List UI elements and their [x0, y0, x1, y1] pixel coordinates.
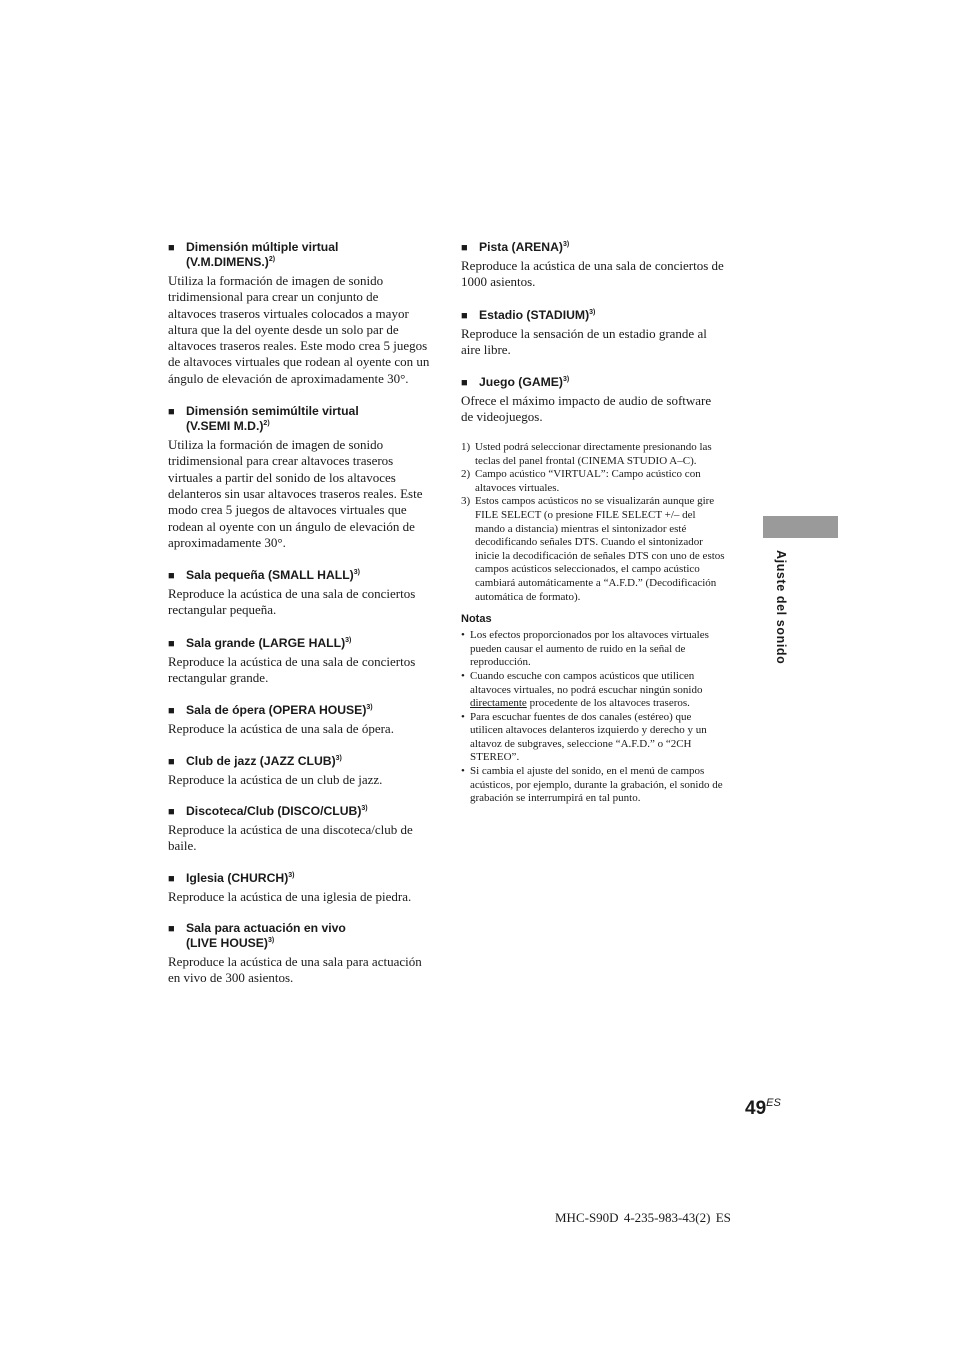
section-text: Ofrece el máximo impacto de audio de software de videojuegos.: [461, 393, 712, 425]
square-bullet-icon: ■: [461, 377, 468, 390]
section-stadium: [461, 308, 726, 359]
square-bullet-icon: ■: [168, 922, 175, 935]
square-bullet-icon: ■: [168, 755, 175, 768]
section-heading: ■ Dimensión semimúltile virtual (V.SEMI M.D.)$^{2)}$: [168, 404, 359, 434]
section-disco-club: [168, 804, 430, 855]
footnotes-block: [461, 441, 726, 806]
square-bullet-icon: ■: [461, 242, 468, 254]
section-text: Reproduce la acústica de una discoteca/club de baile.: [168, 821, 413, 854]
section-opera-house: [168, 703, 430, 737]
square-bullet-icon: ■: [168, 570, 175, 583]
document-footer: MHC-S90D 4-235-983-43(2) ES: [555, 1210, 731, 1225]
section-church: [168, 871, 430, 905]
footnote: 2) Campo acústico “VIRTUAL”: Campo acústico con altavoces virtuales.: [461, 468, 701, 494]
left-column: [168, 240, 430, 986]
section-heading: ■ Club de jazz (JAZZ CLUB)$^{3)}$: [168, 753, 342, 768]
section-small-hall: [168, 568, 430, 619]
section-text: Reproduce la acústica de una sala de ópera.: [168, 721, 394, 737]
section-text: Reproduce la acústica de una sala de conciertos rectangular pequeña.: [168, 586, 416, 618]
section-text: Utiliza la formación de imagen de sonido tridimensional para crear altavoces traseros virtuales a partir del sonido de los altavoces delanteros sin usar altavoces traseros reales. Este modo crea 5 juegos de altavoces virtuales que rodean al oyente con un ángulo de elevación de aproximadamente 30°.: [168, 437, 423, 550]
section-large-hall: [168, 636, 430, 687]
section-text: Reproduce la acústica de una iglesia de piedra.: [168, 888, 412, 904]
section-text: Utiliza la formación de imagen de sonido tridimensional para crear un conjunto de altavoces traseros virtuales colocados a mayor altura que la del oyente desde un solo par de altavoces traseros reales. Este modo crea 5 juegos de altavoces virtuales que rodean al oyente con un ángulo de elevación de aproximadamente 30°.: [168, 273, 430, 386]
section-jazz-club: [168, 754, 430, 788]
section-heading: ■ Sala para actuación en vivo (LIVE HOUSE)$^{3)}$: [168, 920, 346, 950]
note-item: • Cuando escuche con campos acústicos que utilicen altavoces virtuales, no podrá escuchar ningún sonido directamente procedente de los altavoces traseros.: [461, 669, 703, 710]
section-tab-marker: [763, 516, 838, 538]
square-bullet-icon: ■: [168, 805, 175, 818]
section-heading: ■ Sala pequeña (SMALL HALL)$^{3)}$: [168, 568, 360, 583]
language-suffix: ES: [766, 1097, 781, 1109]
note-item: • Si cambia el ajuste del sonido, en el menú de campos acústicos, por ejemplo, durante la grabación, el sonido de grabación se interrumpirá en tal punto.: [461, 765, 723, 805]
section-arena: [461, 240, 726, 291]
section-heading: ■ Pista (ARENA)$^{3)}$: [461, 240, 570, 254]
section-heading: ■ Iglesia (CHURCH)$^{3)}$: [168, 870, 295, 885]
section-text: Reproduce la acústica de una sala de conciertos rectangular grande.: [168, 653, 416, 686]
section-vm-dimens: [168, 240, 430, 387]
section-heading: ■ Sala de ópera (OPERA HOUSE)$^{3)}$: [168, 703, 373, 718]
bullet-dot-icon: •: [461, 629, 465, 642]
square-bullet-icon: ■: [168, 406, 175, 419]
note-item: • Para escuchar fuentes de dos canales (estéreo) que utilicen altavoces delanteros izquierdo y derecho y un altavoz de subgraves, seleccione “A.F.D.” o “2CH STEREO”.: [461, 710, 707, 764]
section-live-house: [168, 921, 430, 987]
bullet-dot-icon: •: [461, 669, 465, 682]
section-text: Reproduce la acústica de una sala de conciertos de 1000 asientos.: [461, 258, 724, 290]
section-heading: ■ Dimensión múltiple virtual (V.M.DIMENS.)$^{2)}$: [168, 240, 339, 269]
section-heading: ■ Estadio (STADIUM)$^{3)}$: [461, 307, 596, 322]
square-bullet-icon: ■: [168, 242, 175, 254]
square-bullet-icon: ■: [168, 637, 175, 650]
square-bullet-icon: ■: [168, 705, 175, 718]
notes-heading: Notas: [461, 613, 492, 626]
section-side-label: Ajuste del sonido: [774, 550, 788, 665]
footnote: 1) Usted podrá seleccionar directamente presionando las teclas del panel frontal (CINEMA STUDIO A–C).: [461, 441, 712, 467]
square-bullet-icon: ■: [168, 872, 175, 885]
section-heading: ■ Juego (GAME)$^{3)}$: [461, 375, 570, 390]
right-column: [461, 240, 726, 426]
section-game: [461, 375, 726, 426]
section-vsemi-md: [168, 404, 430, 551]
section-heading: ■ Sala grande (LARGE HALL)$^{3)}$: [168, 635, 352, 650]
square-bullet-icon: ■: [461, 309, 468, 322]
section-text: Reproduce la acústica de un club de jazz.: [168, 771, 383, 787]
section-text: Reproduce la acústica de una sala para actuación en vivo de 300 asientos.: [168, 953, 422, 986]
section-text: Reproduce la sensación de un estadio grande al aire libre.: [461, 325, 707, 357]
note-item: • Los efectos proporcionados por los altavoces virtuales pueden causar el aumento de ruido en la señal de reproducción.: [461, 629, 709, 669]
bullet-dot-icon: •: [461, 765, 465, 778]
page-number: $49^{ES}$: [745, 1097, 781, 1119]
footnote: 3) Estos campos acústicos no se visualizarán aunque gire FILE SELECT (o presione FILE SELECT +/– del mando a distancia) mientras el sintonizador esté decodificando señales DTS. Cuando el sintonizador inicie la decodificación de señales DTS con uno de estos campos acústicos seleccionados, el campo acústico cambiará automáticamente a “A.F.D.” (Decodificación automática de formato).: [461, 495, 725, 603]
bullet-dot-icon: •: [461, 710, 465, 723]
section-heading: ■ Discoteca/Club (DISCO/CLUB)$^{3)}$: [168, 803, 368, 818]
